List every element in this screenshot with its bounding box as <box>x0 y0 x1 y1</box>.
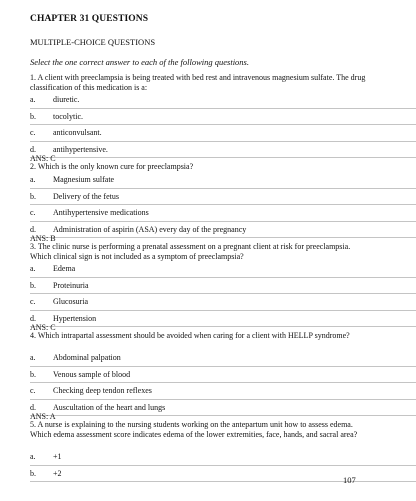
option-row <box>30 261 416 278</box>
option-row <box>30 142 416 159</box>
option-letter: b. <box>30 111 36 121</box>
option-text: +1 <box>53 452 62 462</box>
question-4-text: 4. Which intrapartal assessment should be avoided when caring for a client with HELLP syndrome? <box>30 331 350 340</box>
option-text: Abdominal palpation <box>53 353 121 363</box>
option-text: Magnesium sulfate <box>53 175 115 185</box>
option-text: Edema <box>53 264 76 274</box>
option-text: tocolytic. <box>53 111 83 121</box>
option-letter: b. <box>30 369 36 379</box>
question-2-options <box>30 172 416 238</box>
question-4-options <box>30 350 416 416</box>
question-5-options <box>30 449 416 482</box>
chapter-title: CHAPTER 31 QUESTIONS <box>30 14 149 24</box>
instructions: Select the one correct answer to each of the following questions. <box>30 57 249 67</box>
option-row <box>30 400 416 417</box>
question-3-answer: ANS: C <box>30 323 56 332</box>
option-letter: b. <box>30 191 36 201</box>
option-text: Delivery of the fetus <box>53 191 119 201</box>
option-text: Proteinuria <box>53 280 89 290</box>
option-letter: d. <box>30 224 36 234</box>
option-letter: d. <box>30 313 36 323</box>
option-row <box>30 294 416 311</box>
option-letter: c. <box>30 128 36 138</box>
option-letter: c. <box>30 297 36 307</box>
option-row <box>30 449 416 466</box>
option-row <box>30 367 416 384</box>
option-row <box>30 205 416 222</box>
question-5-text: 5. A nurse is explaining to the nursing students working on the antepartum unit how to assess edema. Which edema assessment score indicates edema of the lower extremities, face, hands, and sacral area? <box>30 420 358 439</box>
option-text: Administration of aspirin (ASA) every day of the pregnancy <box>53 224 247 234</box>
option-row <box>30 222 416 239</box>
option-letter: b. <box>30 280 36 290</box>
section-title: MULTIPLE-CHOICE QUESTIONS <box>30 37 156 47</box>
option-row <box>30 278 416 295</box>
option-letter: b. <box>30 468 36 478</box>
question-1-text: 1. A client with preeclampsia is being treated with bed rest and intravenous magnesium sulfate. The drug classification of this medication is a: <box>30 73 366 92</box>
option-text: Auscultation of the heart and lungs <box>53 402 166 412</box>
option-text: anticonvulsant. <box>53 128 102 138</box>
question-2-text: 2. Which is the only known cure for preeclampsia? <box>30 162 194 171</box>
option-letter: a. <box>30 264 36 274</box>
page-number: 107 <box>343 475 356 485</box>
option-letter: a. <box>30 95 36 105</box>
option-row <box>30 109 416 126</box>
option-row <box>30 350 416 367</box>
option-text: Glucosuria <box>53 297 89 307</box>
option-text: Checking deep tendon reflexes <box>53 386 152 396</box>
option-letter: d. <box>30 144 36 154</box>
option-letter: c. <box>30 208 36 218</box>
option-letter: a. <box>30 353 36 363</box>
option-text: +2 <box>53 468 62 478</box>
option-row <box>30 189 416 206</box>
option-row <box>30 92 416 109</box>
question-4-answer: ANS: A <box>30 412 56 421</box>
question-3-text: 3. The clinic nurse is performing a prenatal assessment on a pregnant client at risk for preeclampsia. Which clinical sign is not included as a symptom of preeclampsia? <box>30 242 351 261</box>
option-text: Antihypertensive medications <box>53 208 149 218</box>
question-1-answer: ANS: C <box>30 154 56 163</box>
option-text: Venous sample of blood <box>53 369 131 379</box>
option-letter: a. <box>30 175 36 185</box>
option-letter: a. <box>30 452 36 462</box>
option-text: antihypertensive. <box>53 144 108 154</box>
question-2-answer: ANS: B <box>30 234 56 243</box>
option-row <box>30 311 416 328</box>
option-letter: c. <box>30 386 36 396</box>
option-letter: d. <box>30 402 36 412</box>
option-row <box>30 466 416 483</box>
option-row <box>30 125 416 142</box>
option-row <box>30 172 416 189</box>
question-1-options <box>30 92 416 158</box>
option-text: Hypertension <box>53 313 97 323</box>
option-text: diuretic. <box>53 95 80 105</box>
question-3-options <box>30 261 416 327</box>
option-row <box>30 383 416 400</box>
